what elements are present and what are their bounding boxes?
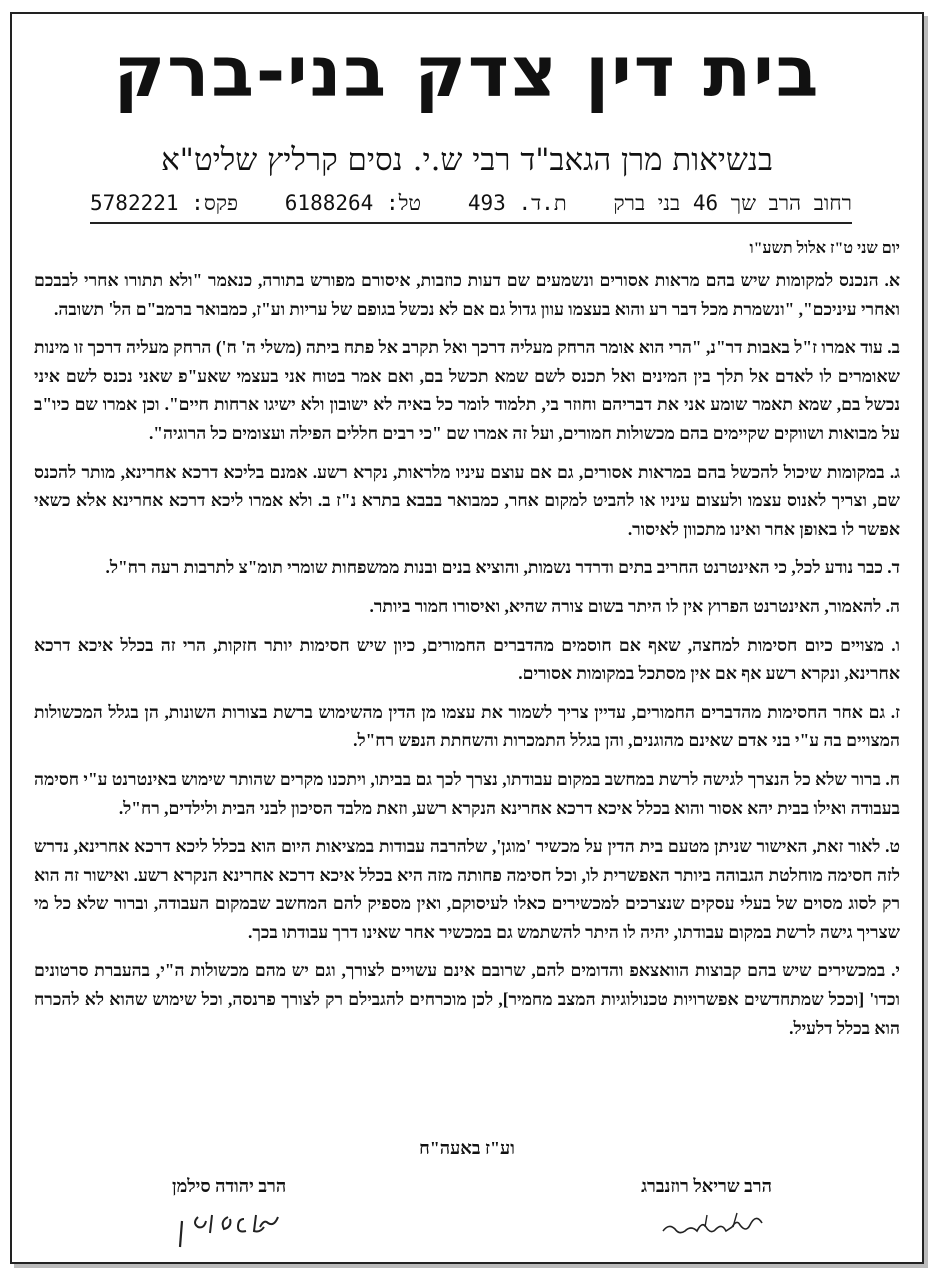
signature-block-left (172, 1176, 286, 1253)
paragraph-gimel: ג. במקומות שיכול להכשל בהם במראות אסורים, גם אם עוצם עיניו מלראות, נקרא רשע. אמנם בליכא דרכא אחרינא, מותר להכנס שם, וצריך לאנוס עצמו ולעצום עיניו או להביט למקום אחר, כמבואר בבבא בתרא נ"ז ב. ולא אמרו ליכא דרכא אחרינא אלא כשאי אפשר לו באופן אחר ואינו מתכוון לאיסור. (34, 461, 900, 539)
po-box: ת.ד. 493 (467, 191, 567, 215)
letter-date: יום שני ט"ז אלול תשע"ו (749, 240, 900, 257)
paragraph-het: ח. ברור שלא כל הנצרך לגישה לרשת במחשב במקום עבודתו, נצרך לכך גם בביתו, ויתכנו מקרים שהותר שימוש באינטרנט ע"י חסימה בעבודה ואילו בבית יהא אסור והוא בכלל איכא דרכא אחרינא הנקרא רשע, וזאת מלבד הסיכון לבני הבית ולילדים, רח"ל. (34, 768, 900, 818)
handwritten-signature-right (647, 1205, 767, 1245)
letter-body (34, 266, 900, 1052)
paragraph-alef: א. הנכנס למקומות שיש בהם מראות אסורים ונשמעים שם דעות כוזבות, איסורם מפורש בתורה, כנאמר "ולא תתורו אחרי לבבכם ואחרי עיניכם", "ונשמרת מכל דבר רע והוא בעצמו עוון גדול גם אם לא נכשל בגופם של עריות וע"ז, כמבואר ברמב"ם הל' תשובה. (34, 270, 900, 319)
signer-name-right: הרב שריאל רוזנברג (641, 1176, 772, 1196)
fax-number: פקס: 5782221 (90, 191, 239, 215)
paragraph-yod: י. במכשירים שיש בהם קבוצות הוואצאפ והדומים להם, שרובם אינם עשויים לצורך, וגם יש מהם מכשולות ה"י, בהעברת סרטונים וכדו' [וככל שמתחדשים אפשרויות טכנולוגיות המצב מחמיר], לכן מוכרחים להגבילם רק לצורך פרנסה, וכל שימוש שהוא לא להכרח הוא בכלל דלעיל. (34, 960, 900, 1038)
letter-page (10, 12, 924, 1264)
presidency-line: בנשיאות מרן הגאב"ד רבי ש.י. נסים קרליץ שליט"א (161, 142, 773, 178)
paragraph-bet: ב. עוד אמרו ז"ל באבות דר"נ, "הרי הוא אומר הרחק מעליה דרכך ואל תקרב אל פתח ביתה (משלי ה' ח') הרחק מעליה דרכך זו מינות שאומרים לו לאדם אל תלך בין המינים ואל תכנס לשם שמא תכשל בם, ואם אמר בטוח אני בעצמי שאע"פ שאני נכנס לשם איני נכשל בם, שמא תאמר שומע אני את דבריהם וחוזר בי, תלמוד לומר כל באיה לא ישובון ולא ישיגו ארחות חיים". וכן אמרו שם כיו"ב על מבואות ושווקים שקיימים בהם מכשולות חמורים, ועל זה אמרו שם "כי רבים חללים הפילה ועצומים כל הרוגיה". (34, 337, 900, 443)
paragraph-zayin: ז. גם אחר החסימות מהדברים החמורים, עדיין צריך לשמור את עצמו מן הדין מהשימוש ברשת בצורות השונות, הן בגלל המכשולות המצויים בה ע"י בני אדם שאינם מהוגנים, והן בגלל התמכרות והשחתת הנפש רח"ל. (34, 701, 900, 751)
paragraph-he: ה. להאמור, האינטרנט הפרוץ אין לו היתר בשום צורה שהיא, ואיסורו חמור ביותר. (369, 595, 900, 616)
phone-number: טל: 6188264 (284, 191, 422, 215)
address-line (90, 186, 852, 224)
paragraph-vav: ו. מצויים כיום חסימות למחצה, שאף אם חוסמים מהדברים החמורים, כיון שיש חסימות יותר חזקות, הרי זה בכלל איכא דרכא אחרינא, ונקרא רשע אף אם אין מסתכל במקומות אסורים. (34, 634, 900, 684)
signature-block-right (641, 1176, 772, 1245)
court-title: בית דין צדק בני-ברק (113, 31, 821, 113)
signer-name-left: הרב יהודה סילמן (172, 1176, 287, 1196)
street-address: רחוב הרב שך 46 בני ברק (613, 191, 852, 215)
paragraph-tet: ט. לאור זאת, האישור שניתן מטעם בית הדין על מכשיר 'מוגן', שלהרבה עבודות במציאות היום הוא בכלל ליכא דרכא אחרינא, נדרש לזה חסימה מוחלטת הגבוהה ביותר האפשרית לו, וכל חסימה פחותה מזה היא בכלל איכא דרכא אחרינא הנקרא רשע. ואישור זה הוא רק לסוג מסוים של בעלי עסקים שנצרכים למכשירים כאלו לעיסוקם, ואין מספיק להם המחשב שבמקום העבודה, וברור שלא כל מי שצריך גישה לרשת במקום עבודתו, יהיה לו היתר להשתמש גם במכשיר אחר שאינו דרך עבודתו בכך. (34, 836, 900, 942)
closing-line: וע"ז באעה"ח (419, 1138, 515, 1158)
paragraph-dalet: ד. כבר נודע לכל, כי האינטרנט החריב בתים ודרדר נשמות, והוציא בנים ובנות ממשפחות שומרי תומ"צ לתרבות רעה רח"ל. (105, 557, 900, 578)
handwritten-signature-left (174, 1205, 284, 1253)
